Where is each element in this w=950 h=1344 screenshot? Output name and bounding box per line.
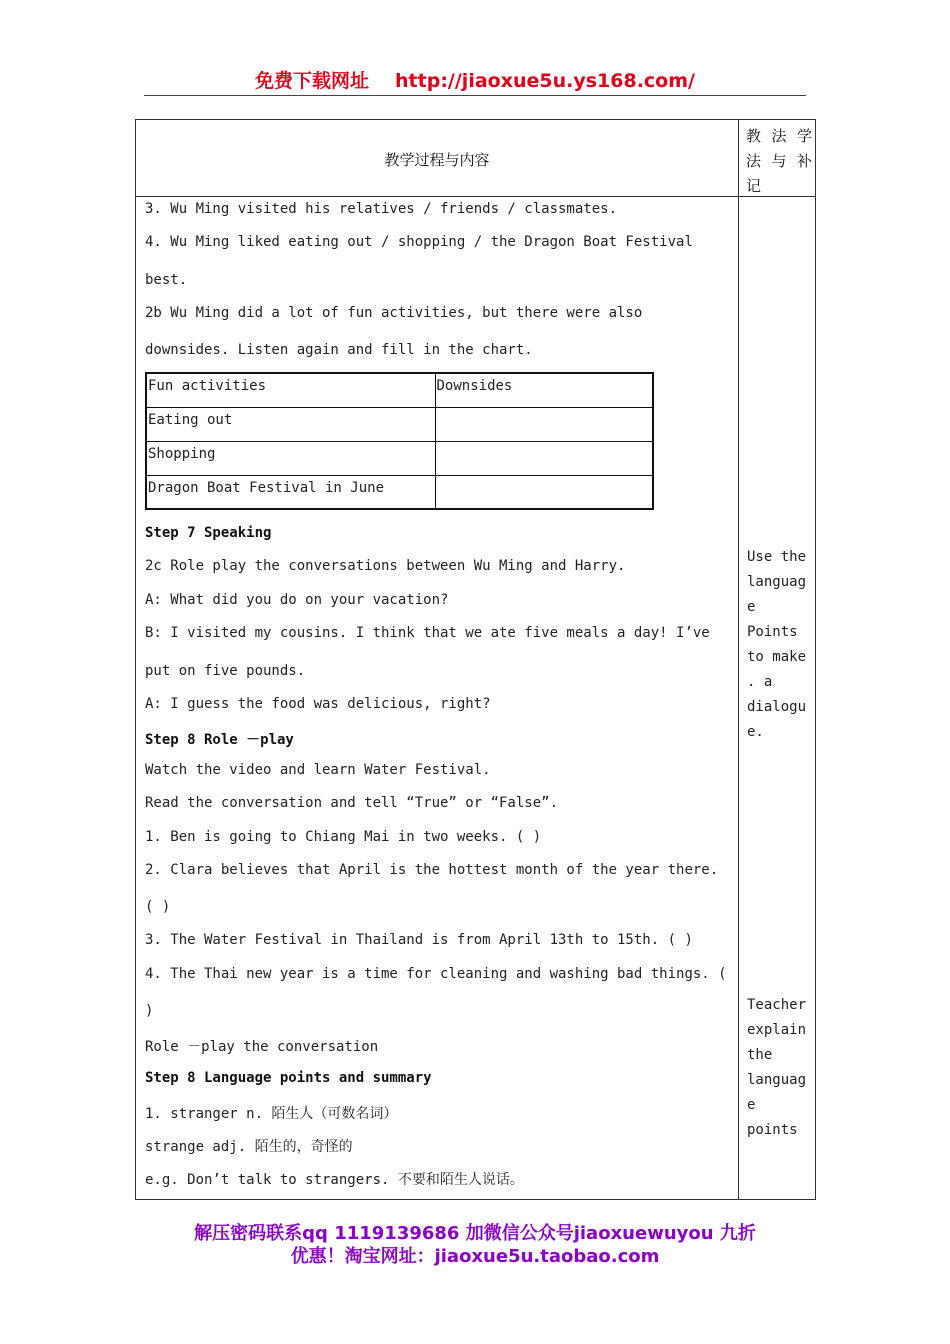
note-line: points bbox=[747, 1122, 798, 1138]
content-line: 3. Wu Ming visited his relatives / friends / classmates. bbox=[145, 201, 618, 217]
vocab-line: e.g. Don’t talk to strangers. 不要和陌生人说话。 bbox=[145, 1172, 524, 1188]
footer-shop-link[interactable]: 优惠！淘宝网址：jiaoxue5u.taobao.com bbox=[290, 1246, 660, 1267]
chart-fill-cell[interactable] bbox=[435, 407, 653, 441]
chart-cell: Eating out bbox=[146, 407, 435, 441]
header-divider bbox=[144, 95, 806, 96]
content-line: B: I visited my cousins. I think that we ate five meals a day! I’ve bbox=[145, 625, 710, 641]
content-line: 3. The Water Festival in Thailand is from April 13th to 15th. ( ) bbox=[145, 932, 693, 948]
content-line: A: What did you do on your vacation? bbox=[145, 592, 449, 608]
note-line: to make bbox=[747, 649, 807, 665]
chart-header-cell: Fun activities bbox=[146, 373, 435, 407]
content-line: 1. Ben is going to Chiang Mai in two weeks. ( ) bbox=[145, 829, 542, 845]
content-line: A: I guess the food was delicious, right? bbox=[145, 696, 491, 712]
content-column-title: 教学过程与内容 bbox=[384, 151, 490, 169]
note-line: e bbox=[747, 599, 756, 615]
note-line: Use the bbox=[747, 549, 807, 565]
chart-fill-cell[interactable] bbox=[435, 441, 653, 475]
chart-row bbox=[146, 441, 653, 475]
chart-row bbox=[146, 407, 653, 441]
content-line: 2. Clara believes that April is the hottest month of the year there. bbox=[145, 862, 719, 878]
chart-header-cell: Downsides bbox=[435, 373, 653, 407]
activities-chart bbox=[145, 372, 654, 510]
chart-cell: Dragon Boat Festival in June bbox=[146, 475, 435, 509]
notes-title-line: 记 bbox=[746, 177, 762, 195]
note-line: languag bbox=[747, 1072, 807, 1088]
content-line: 2b Wu Ming did a lot of fun activities, but there were also bbox=[145, 305, 643, 321]
notes-title-line: 教 法 学 bbox=[746, 127, 812, 145]
note-line: Points bbox=[747, 624, 798, 640]
content-line: 2c Role play the conversations between Wu Ming and Harry. bbox=[145, 558, 626, 574]
notes-column-title bbox=[746, 124, 812, 199]
note-line: the bbox=[747, 1047, 773, 1063]
chart-cell: Shopping bbox=[146, 441, 435, 475]
step8-heading: Step 8 Role －play bbox=[145, 732, 294, 748]
site-name: 免费下载网址 bbox=[255, 70, 370, 92]
lesson-table bbox=[135, 119, 816, 1200]
vocab-line: 1. stranger n. 陌生人（可数名词） bbox=[145, 1106, 398, 1122]
note-line: explain bbox=[747, 1022, 807, 1038]
chart-header-row bbox=[146, 373, 653, 407]
teaching-note bbox=[747, 545, 806, 745]
content-line: Watch the video and learn Water Festival. bbox=[145, 762, 491, 778]
page-header bbox=[0, 66, 950, 93]
chart-fill-cell[interactable] bbox=[435, 475, 653, 509]
content-line: ) bbox=[145, 1003, 154, 1019]
site-url-link[interactable]: http://jiaoxue5u.ys168.com/ bbox=[395, 70, 695, 92]
content-line: downsides. Listen again and fill in the chart. bbox=[145, 342, 533, 358]
teaching-note bbox=[747, 993, 806, 1143]
note-line: e. bbox=[747, 724, 764, 740]
note-line: e bbox=[747, 1097, 756, 1113]
header-row-divider bbox=[136, 196, 815, 197]
content-line: Role －play the conversation bbox=[145, 1039, 379, 1055]
chart-row bbox=[146, 475, 653, 509]
vocab-line: strange adj. 陌生的，奇怪的 bbox=[145, 1139, 353, 1155]
content-line: put on five pounds. bbox=[145, 663, 306, 679]
notes-title-line: 法 与 补 bbox=[746, 152, 812, 170]
content-line: Read the conversation and tell “True” or “False”. bbox=[145, 795, 559, 811]
content-line: 4. Wu Ming liked eating out / shopping / the Dragon Boat Festival bbox=[145, 234, 693, 250]
footer-contact: 解压密码联系qq 1119139686 加微信公众号jiaoxuewuyou 九折 bbox=[194, 1223, 756, 1244]
note-line: dialogu bbox=[747, 699, 807, 715]
column-divider bbox=[738, 120, 739, 1199]
step7-heading: Step 7 Speaking bbox=[145, 525, 272, 541]
step8-language-heading: Step 8 Language points and summary bbox=[145, 1070, 432, 1086]
note-line: . a bbox=[747, 674, 773, 690]
content-line: ( ) bbox=[145, 899, 171, 915]
content-line: best. bbox=[145, 272, 188, 288]
content-line: 4. The Thai new year is a time for cleaning and washing bad things. ( bbox=[145, 966, 727, 982]
note-line: languag bbox=[747, 574, 807, 590]
note-line: Teacher bbox=[747, 997, 807, 1013]
